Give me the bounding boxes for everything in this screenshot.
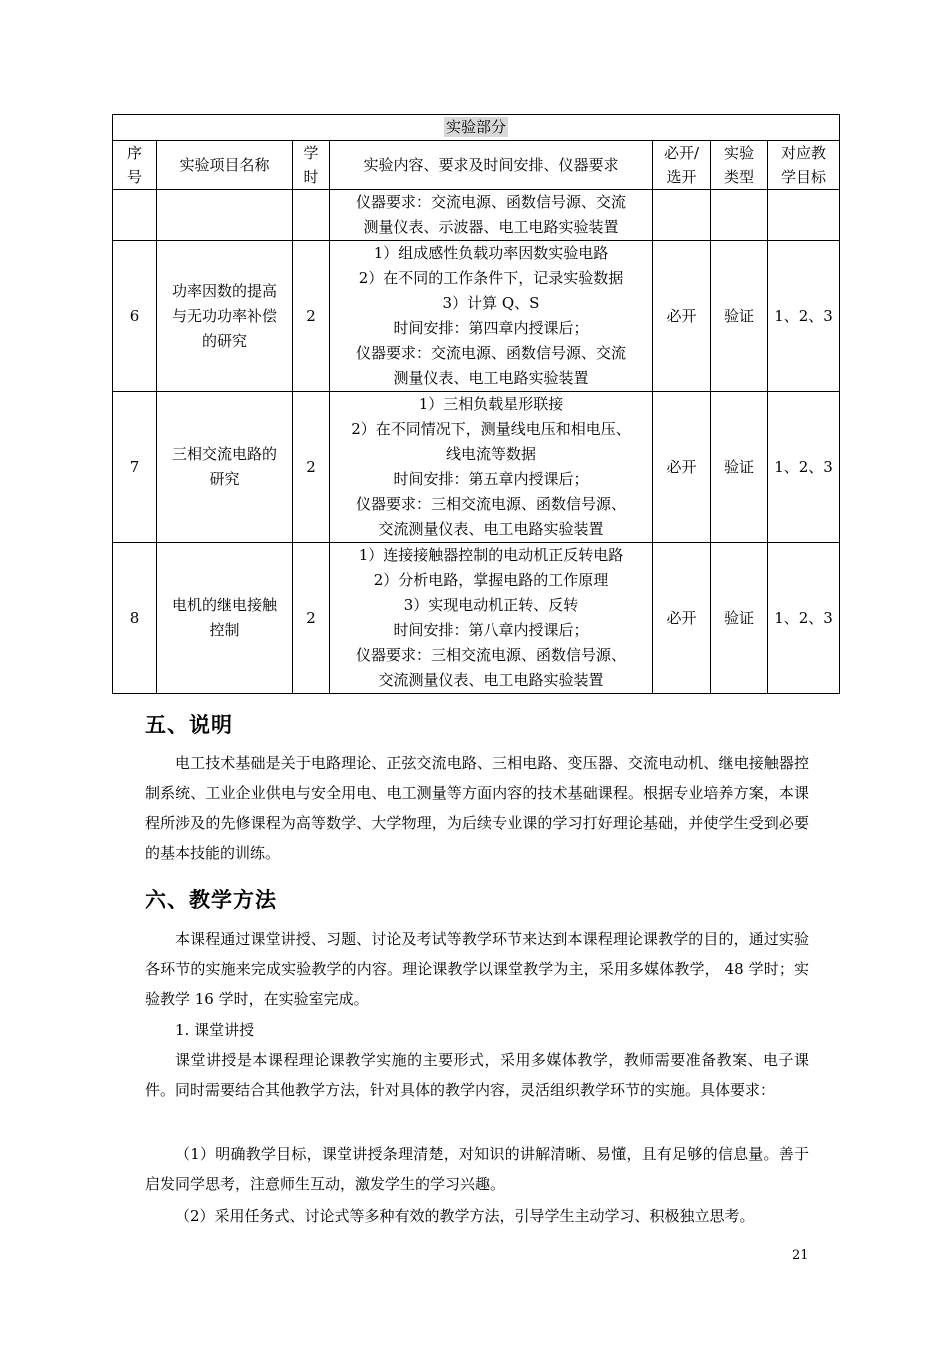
cell-line: 与无功功率补偿 bbox=[171, 306, 277, 325]
cell-required: 必开 bbox=[653, 543, 711, 694]
cell-line: 3）计算 Q、S bbox=[442, 294, 540, 312]
section-6-title: 六、教学方法 bbox=[145, 888, 277, 912]
cell-line: 时间安排：第四章内授课后； bbox=[393, 319, 589, 337]
section-5-body: 电工技术基础是关于电路理论、正弦交流电路、三相电路、变压器、交流电动机、继电接触器控制系统、工业企业供电与安全用电、电工测量等方面内容的技术基础课程。根据专业培养方案，本课程所涉及的先修课程为高等数学、大学物理，为后续专业课的学习打好理论基础，并使学生受到必要的基本技能的训练。 bbox=[145, 754, 809, 862]
section-6-intro: 本课程通过课堂讲授、习题、讨论及考试等教学环节来达到本课程理论课教学的目的，通过实验各环节的实施来完成实验教学的内容。理论课教学以课堂教学为主，采用多媒体教学， 48 学时；实验教学 16 学时，在实验室完成。 bbox=[145, 930, 809, 1008]
header-type: 实验 类型 bbox=[711, 141, 768, 190]
cell-line: 的研究 bbox=[201, 331, 247, 350]
cell-goal bbox=[768, 190, 840, 241]
cell-line: 测量仪表、电工电路实验装置 bbox=[393, 369, 589, 387]
section-5-title: 五、说明 bbox=[145, 713, 233, 737]
header-name: 实验项目名称 bbox=[157, 141, 293, 190]
cell-line: 功率因数的提高 bbox=[171, 281, 277, 300]
cell-line: 交流测量仪表、电工电路实验装置 bbox=[378, 671, 604, 689]
header-hours: 学 时 bbox=[293, 141, 330, 190]
header-seq: 序 号 bbox=[113, 141, 157, 190]
requirement-item-2: （2）采用任务式、讨论式等多种有效的教学方法，引导学生主动学习、积极独立思考。 bbox=[175, 1207, 755, 1225]
cell-line: 仪器要求：三相交流电源、函数信号源、 bbox=[355, 495, 626, 513]
cell-line: 电机的继电接触 bbox=[171, 596, 277, 614]
cell-line: 交流测量仪表、电工电路实验装置 bbox=[378, 520, 604, 538]
cell-line: 2）分析电路，掌握电路的工作原理 bbox=[373, 571, 609, 589]
cell-seq: 6 bbox=[113, 241, 157, 392]
cell-hours bbox=[293, 190, 330, 241]
requirement-item-1: （1）明确教学目标，课堂讲授条理清楚，对知识的讲解清晰、易懂，且有足够的信息量。善于启发同学思考，注意师生互动，激发学生的学习兴趣。 bbox=[145, 1145, 809, 1193]
cell-line: 仪器要求：交流电源、函数信号源、交流 bbox=[355, 193, 626, 211]
table-row bbox=[113, 543, 840, 694]
cell-line: 控制 bbox=[209, 621, 240, 639]
table-row bbox=[113, 392, 840, 543]
cell-type: 验证 bbox=[711, 543, 768, 694]
cell-line: 测量仪表、示波器、电工电路实验装置 bbox=[363, 218, 619, 236]
cell-required: 必开 bbox=[653, 392, 711, 543]
cell-line: 仪器要求：交流电源、函数信号源、交流 bbox=[355, 344, 626, 362]
table-row bbox=[113, 241, 840, 392]
cell-type: 验证 bbox=[711, 241, 768, 392]
table-row bbox=[113, 190, 840, 241]
cell-name bbox=[157, 190, 293, 241]
cell-hours: 2 bbox=[293, 543, 330, 694]
header-goal: 对应教 学目标 bbox=[768, 141, 840, 190]
cell-line: 3）实现电动机正转、反转 bbox=[403, 596, 579, 614]
cell-type bbox=[711, 190, 768, 241]
cell-required: 必开 bbox=[653, 241, 711, 392]
cell-goal: 1、2、3 bbox=[768, 241, 840, 392]
cell-content bbox=[330, 392, 653, 543]
cell-line: 2）在不同情况下，测量线电压和相电压、 bbox=[351, 420, 631, 438]
subsection-1-body: 课堂讲授是本课程理论课教学实施的主要形式，采用多媒体教学，教师需要准备教案、电子课件。同时需要结合其他教学方法，针对具体的教学内容，灵活组织教学环节的实施。具体要求： bbox=[145, 1051, 809, 1099]
header-required: 必开/ 选开 bbox=[653, 141, 711, 190]
table-section-label: 实验部分 bbox=[113, 115, 840, 141]
table-header-row bbox=[113, 141, 840, 190]
cell-seq: 7 bbox=[113, 392, 157, 543]
cell-content bbox=[330, 190, 653, 241]
cell-line: 1）三相负载星形联接 bbox=[418, 395, 564, 413]
cell-line: 时间安排：第八章内授课后； bbox=[393, 621, 589, 639]
cell-line: 时间安排：第五章内授课后； bbox=[393, 470, 589, 488]
cell-line: 1）连接接触器控制的电动机正反转电路 bbox=[358, 546, 624, 564]
cell-line: 三相交流电路的 bbox=[171, 445, 277, 463]
cell-type: 验证 bbox=[711, 392, 768, 543]
cell-goal: 1、2、3 bbox=[768, 392, 840, 543]
cell-content bbox=[330, 241, 653, 392]
cell-line: 仪器要求：三相交流电源、函数信号源、 bbox=[355, 646, 626, 664]
cell-hours: 2 bbox=[293, 241, 330, 392]
cell-name bbox=[157, 392, 293, 543]
cell-seq bbox=[113, 190, 157, 241]
cell-required bbox=[653, 190, 711, 241]
cell-name bbox=[157, 543, 293, 694]
cell-line: 研究 bbox=[209, 470, 240, 488]
experiment-table bbox=[112, 114, 840, 694]
cell-line: 线电流等数据 bbox=[445, 445, 536, 463]
page-number: 21 bbox=[792, 1248, 809, 1263]
header-content: 实验内容、要求及时间安排、仪器要求 bbox=[330, 141, 653, 190]
cell-hours: 2 bbox=[293, 392, 330, 543]
cell-name bbox=[157, 241, 293, 392]
cell-content bbox=[330, 543, 653, 694]
cell-goal: 1、2、3 bbox=[768, 543, 840, 694]
subsection-1-title: 1. 课堂讲授 bbox=[175, 1021, 255, 1039]
cell-line: 2）在不同的工作条件下，记录实验数据 bbox=[358, 269, 624, 287]
cell-seq: 8 bbox=[113, 543, 157, 694]
cell-line: 1）组成感性负载功率因数实验电路 bbox=[373, 244, 609, 262]
